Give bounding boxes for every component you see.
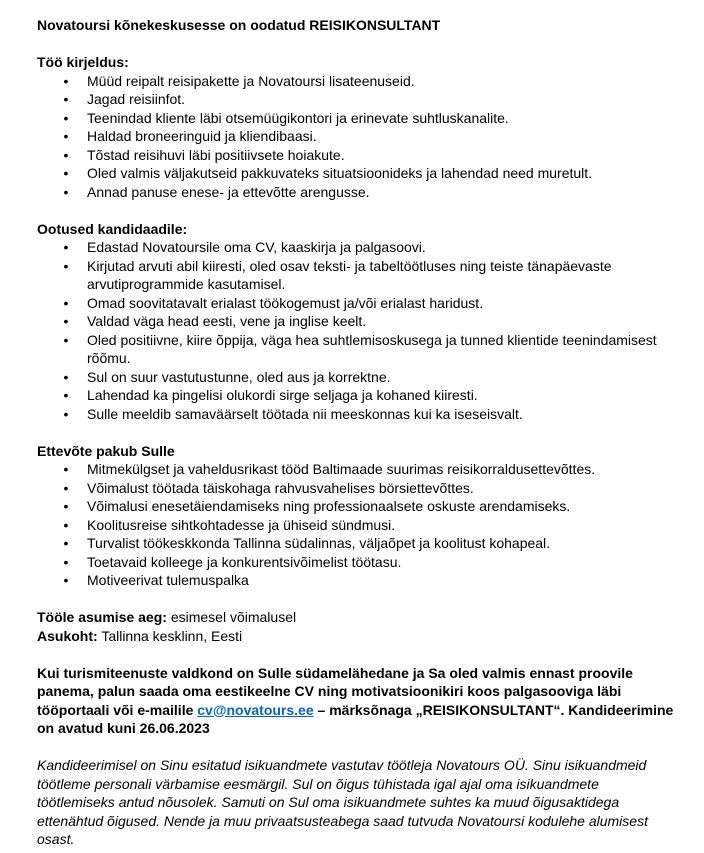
privacy-disclaimer: Kandideerimisel on Sinu esitatud isikuandmete vastutav töötleja Novatours OÜ. Sinu isikuandmeid töötleme personali värbamise eesmärgil. Sul on õigus tühistada igal ajal oma isikuandmete töötlemiseks antud nõusolek. Samuti on Sul oma isikuandmete suhtes ka muud õigusaktidega ettenähtud õigused. Nende ja muu privaatsusteabega saad tutvuda Novatoursi kodulehe alumisest osast. [37,757,648,847]
list-item [37,553,684,572]
list-item-text: Oled positiivne, kiire õppija, väga hea suhtlemisoskusega ja tunned klientide teenindamisest rõõmu. [87,331,657,366]
list-item-text: Teenindad kliente läbi otsemüügikontori ja erinevate suhtluskanalite. [87,109,509,126]
list-item [37,516,684,535]
bullet-icon: • [63,535,69,551]
list-item [37,405,684,424]
list-item [37,331,684,368]
job-title: Novatoursi kõnekeskusesse on oodatud REISIKONSULTANT [37,17,441,33]
list-item-text: Toetavaid kolleege ja konkurentsivõimelist töötasu. [87,553,402,570]
bullet-icon: • [63,368,69,385]
list-item [37,146,684,165]
list-item-text: Lahendad ka pingelisi olukordi sirge seljaga ja kohaned kiiresti. [87,387,478,403]
section-heading-company-offers: Ettevõte pakub Sulle [37,442,175,459]
list-item-text: Edastad Novatoursile oma CV, kaaskirja ja palgasoovi. [87,239,426,255]
list-item [37,497,684,516]
bullet-icon: • [63,331,69,348]
list-item [37,534,684,553]
email-link[interactable]: cv@novatours.ee [197,701,314,718]
list-item-text: Koolitusreise sihtkohtadesse ja ühiseid sündmusi. [87,516,396,533]
job-description-list [37,72,684,202]
spacer [37,35,684,54]
list-item-text: Oled valmis väljakutseid pakkuvateks situatsioonideks ja lahendad need muretult. [87,165,593,181]
list-item-text: Müüd reipalt reisipakette ja Novatoursi lisateenuseid. [87,72,415,89]
list-item-text: Mitmekülgset ja vaheldusrikast tööd Baltimaade suurimas reisikorraldusettevõttes. [87,461,596,477]
bullet-icon: • [63,405,69,422]
expectations-list [37,238,684,423]
list-item [37,571,684,590]
list-item [37,164,684,183]
bullet-icon: • [63,498,69,514]
location-value: Tallinna kesklinn, Eesti [101,627,243,644]
spacer [37,645,684,664]
section-heading-job-description: Töö kirjeldus: [37,54,129,70]
bullet-icon: • [63,461,69,477]
list-item [37,368,684,387]
list-item-text: Tõstad reisihuvi läbi positiivsete hoiakute. [87,146,345,163]
bullet-icon: • [63,294,69,311]
location-line [37,627,684,646]
bullet-icon: • [63,239,69,255]
bullet-icon: • [63,387,69,403]
list-item-text: Valdad väga head eesti, vene ja inglise keelt. [87,313,367,329]
bullet-icon: • [63,146,69,163]
list-item [37,90,684,109]
list-item [37,72,684,91]
bullet-icon: • [63,553,69,570]
bullet-icon: • [63,72,69,89]
cta-text-after: – märksõnaga „REISIKONSULTANT“. Kandideerimine on avatud kuni 26.06.2023 [37,701,674,736]
spacer [37,423,684,442]
bullet-icon: • [63,257,69,274]
start-time-label: Tööle asumise aeg: [37,609,167,625]
bullet-icon: • [63,183,69,200]
list-item [37,127,684,146]
section-heading-expectations: Ootused kandidaadile: [37,220,188,237]
bullet-icon: • [63,516,69,533]
list-item [37,386,684,405]
list-item [37,109,684,128]
list-item-text: Turvalist töökeskkonda Tallinna südalinnas, väljaõpet ja koolitust kohapeal. [87,535,551,551]
bullet-icon: • [63,109,69,126]
list-item-text: Sulle meeldib samaväärselt töötada nii meeskonnas kui ka iseseisvalt. [87,405,523,422]
list-item-text: Omad soovitatavalt erialast töökogemust ja/või erialast haridust. [87,294,484,311]
bullet-icon: • [63,165,69,181]
bullet-icon: • [63,313,69,329]
list-item [37,294,684,313]
list-item [37,238,684,257]
list-item-text: Sul on suur vastutustunne, oled aus ja korrektne. [87,368,391,385]
start-time-line [37,608,684,627]
spacer [37,590,684,609]
start-time-value: esimesel võimalusel [170,609,297,625]
list-item [37,257,684,294]
list-item-text: Haldad broneeringuid ja kliendibaasi. [87,128,317,144]
application-call-to-action [37,664,684,738]
list-item-text: Kirjutad arvuti abil kiiresti, oled osav teksti- ja tabeltöötluses ning teiste tänapäevaste arvutiprogrammide kasutamisel. [87,257,612,292]
location-label: Asukoht: [37,627,98,644]
list-item [37,183,684,202]
list-item-text: Võimalust töötada täiskohaga rahvusvahelises börsiettevõttes. [87,479,474,496]
bullet-icon: • [63,479,69,496]
spacer [37,201,684,220]
list-item-text: Jagad reisiinfot. [87,91,186,107]
list-item [37,312,684,331]
cta-text-before: Kui turismiteenuste valdkond on Sulle südamelähedane ja Sa oled valmis ennast proovile panema, palun saada oma eestikeelne CV ning motivatsioonikiri koos palgasooviga läbi tööportaali või e-mailile [37,664,633,718]
bullet-icon: • [63,91,69,107]
list-item [37,479,684,498]
company-offers-list [37,460,684,590]
list-item-text: Annad panuse enese- ja ettevõtte arengusse. [87,183,370,200]
list-item-text: Võimalusi enesetäiendamiseks ning professionaalsete oskuste arendamiseks. [87,498,571,514]
spacer [37,738,684,757]
bullet-icon: • [63,572,69,588]
bullet-icon: • [63,128,69,144]
list-item [37,460,684,479]
list-item-text: Motiveerivat tulemuspalka [87,572,249,588]
